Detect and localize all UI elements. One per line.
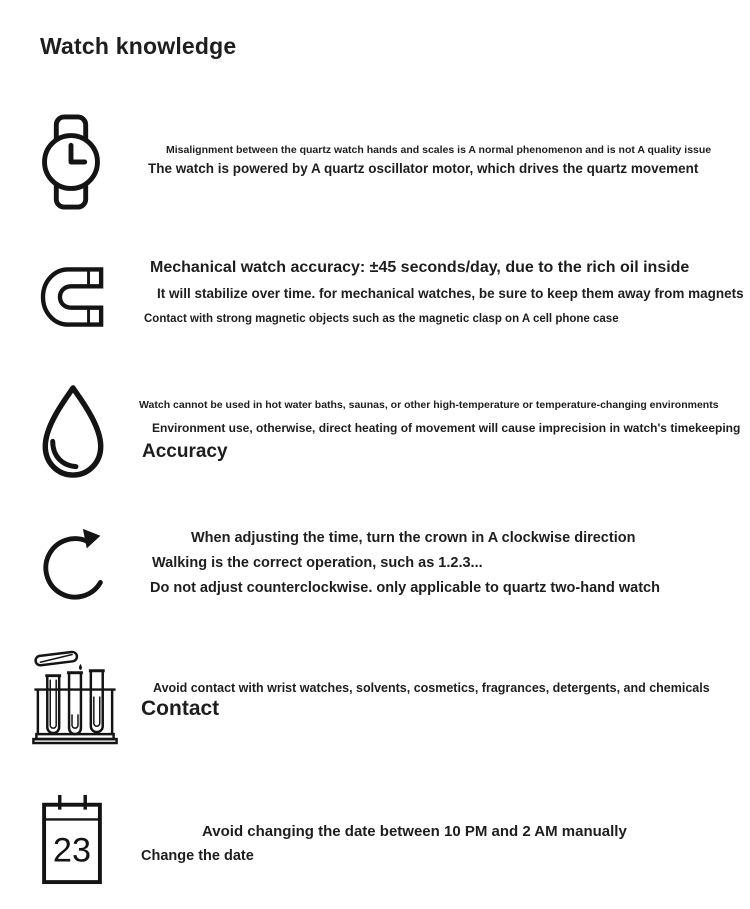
chemical-contact-note: Avoid contact with wrist watches, solvents, cosmetics, fragrances, detergents, and chemicals bbox=[153, 681, 710, 695]
quartz-movement-text: The watch is powered by A quartz oscillator motor, which drives the quartz movement bbox=[148, 161, 699, 176]
test-tubes-icon bbox=[32, 645, 118, 746]
magnet-icon bbox=[38, 266, 110, 328]
date-change-warning-text: Avoid changing the date between 10 PM and 2 AM manually bbox=[202, 823, 627, 840]
accuracy-heading: Accuracy bbox=[142, 441, 228, 462]
calendar-icon bbox=[40, 792, 104, 886]
water-drop-icon bbox=[36, 384, 110, 481]
walking-operation-text: Walking is the correct operation, such as 1.2.3... bbox=[152, 555, 483, 571]
mechanical-accuracy-text: Mechanical watch accuracy: ±45 seconds/day, due to the rich oil inside bbox=[150, 259, 690, 276]
change-date-heading: Change the date bbox=[141, 848, 254, 864]
timekeeping-imprecision-text: Environment use, otherwise, direct heating of movement will cause imprecision in watch's timekeeping bbox=[152, 421, 741, 435]
clockwise-adjust-text: When adjusting the time, turn the crown in A clockwise direction bbox=[191, 530, 636, 546]
clockwise-arrow-icon bbox=[40, 519, 116, 605]
hands-misalignment-note: Misalignment between the quartz watch hands and scales is A normal phenomenon and is not A quality issue bbox=[166, 144, 712, 156]
magnet-warning-text: It will stabilize over time. for mechanical watches, be sure to keep them away from magnets bbox=[157, 286, 744, 301]
counterclockwise-warning-text: Do not adjust counterclockwise. only applicable to quartz two-hand watch bbox=[150, 580, 660, 596]
calendar-day-number: 23 bbox=[52, 831, 92, 870]
page-title: Watch knowledge bbox=[40, 33, 237, 59]
high-temperature-note: Watch cannot be used in hot water baths, saunas, or other high-temperature or temperature-changing environments bbox=[139, 399, 719, 411]
wristwatch-icon bbox=[40, 113, 102, 211]
contact-heading: Contact bbox=[141, 697, 220, 720]
magnetic-contact-note: Contact with strong magnetic objects such as the magnetic clasp on A cell phone case bbox=[144, 313, 619, 325]
